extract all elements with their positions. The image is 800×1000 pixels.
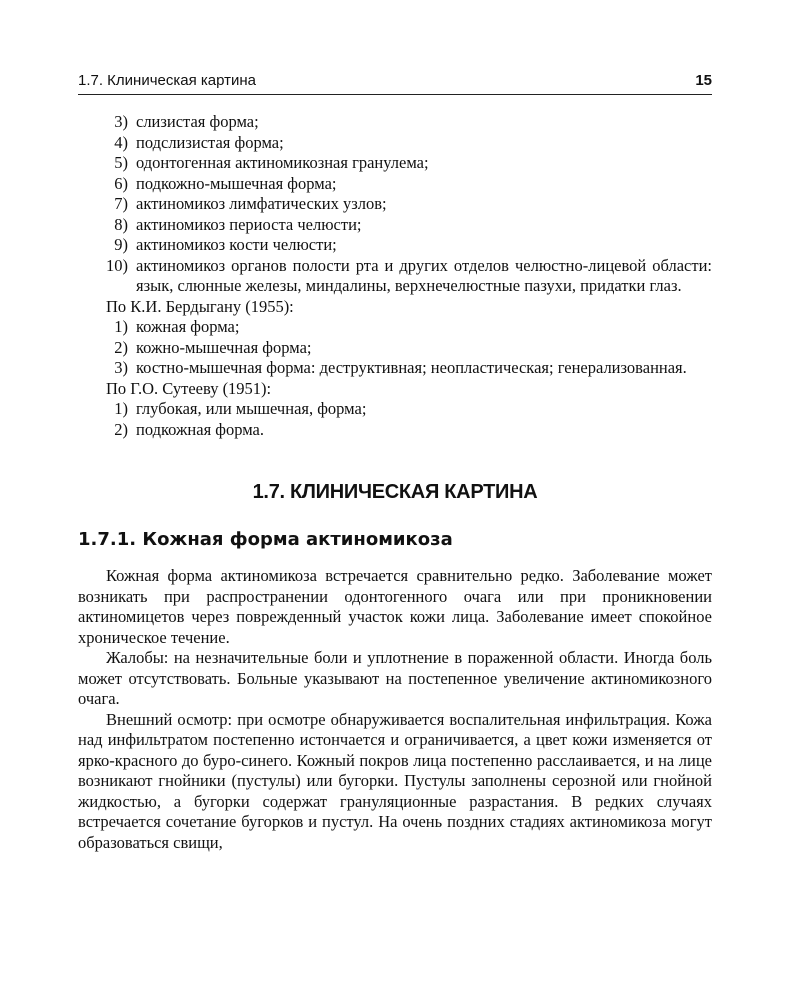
running-header	[78, 72, 712, 92]
list-item	[78, 235, 712, 256]
running-title: 1.7. Клиническая картина	[78, 72, 257, 89]
list-text: кожная форма;	[136, 317, 240, 336]
subsection-title: 1.7.1. Кожная форма актиномикоза	[78, 528, 453, 550]
list-item	[78, 174, 712, 195]
list-number: 9)	[114, 235, 128, 254]
list-number: 2)	[114, 337, 128, 357]
page-content	[78, 112, 712, 853]
list-text: подкожная форма.	[136, 419, 265, 439]
classification-list-1	[78, 112, 712, 297]
list-text: одонтогенная актиномикозная гранулема;	[136, 153, 429, 172]
list-number: 3)	[114, 358, 128, 377]
classification-intro-berdygan: По К.И. Бердыгану (1955):	[106, 296, 294, 316]
list-number: 2)	[114, 419, 128, 439]
classification-list-3	[78, 399, 712, 440]
list-item	[78, 399, 712, 420]
list-item	[78, 133, 712, 154]
list-number: 6)	[114, 173, 128, 193]
list-text: слизистая форма;	[136, 112, 259, 131]
list-text: подслизистая форма;	[136, 132, 284, 152]
classification-intro-suteev: По Г.О. Сутееву (1951):	[106, 378, 272, 398]
list-text: актиномикоз периоста челюсти;	[136, 214, 362, 234]
header-rule	[78, 94, 712, 95]
list-item	[78, 153, 712, 174]
list-text: актиномикоз кости челюсти;	[136, 235, 337, 254]
page-number: 15	[695, 72, 712, 89]
list-item	[78, 420, 712, 441]
list-number: 7)	[114, 194, 128, 213]
list-text: актиномикоз органов полости рта и других отделов челюстно-лицевой области: язык, слюнные железы, миндалины, верхнечелюстные пазухи, придатки глаз.	[136, 255, 712, 295]
list-number: 5)	[114, 153, 128, 172]
list-text: подкожно-мышечная форма;	[136, 173, 337, 193]
list-item	[78, 256, 712, 297]
list-item	[78, 338, 712, 359]
list-number: 4)	[114, 132, 128, 152]
section-title: 1.7. КЛИНИЧЕСКАЯ КАРТИНА	[252, 481, 538, 503]
list-item	[78, 112, 712, 133]
paragraph: Внешний осмотр: при осмотре обнаруживается воспалительная инфильтрация. Кожа над инфильтратом постепенно истончается и ограничивается, а цвет кожи изменяется от ярко-красного до буро-синего. Кожный покров лица постепенно расслаивается, и на лице возникают гнойники (пустулы) или бугорки. Пустулы заполнены серозной или гнойной жидкостью, а бугорки содержат грануляционные разрастания. В редких случаях встречается сочетание бугорков и пустул. На очень поздних стадиях актиномикоза могут образоваться свищи,	[78, 709, 712, 852]
list-number: 1)	[114, 317, 128, 336]
list-number: 10)	[106, 255, 128, 275]
list-number: 8)	[114, 214, 128, 234]
list-number: 3)	[114, 112, 128, 131]
list-item	[78, 215, 712, 236]
list-item	[78, 358, 712, 379]
list-item	[78, 317, 712, 338]
list-text: кожно-мышечная форма;	[136, 337, 312, 357]
paragraph: Кожная форма актиномикоза встречается сравнительно редко. Заболевание может возникать при распространении одонтогенного очага или при проникновении актиномицетов через поврежденный участок кожи лица. Заболевание имеет спокойное хроническое течение.	[78, 566, 712, 647]
list-text: актиномикоз лимфатических узлов;	[136, 194, 387, 213]
classification-list-2	[78, 317, 712, 379]
paragraph: Жалобы: на незначительные боли и уплотнение в пораженной области. Иногда боль может отсутствовать. Больные указывают на постепенное увеличение актиномикозного очага.	[78, 648, 712, 708]
list-number: 1)	[114, 399, 128, 418]
list-item	[78, 194, 712, 215]
list-text: глубокая, или мышечная, форма;	[136, 399, 367, 418]
list-text: костно-мышечная форма: деструктивная; неопластическая; генерализованная.	[136, 358, 687, 377]
